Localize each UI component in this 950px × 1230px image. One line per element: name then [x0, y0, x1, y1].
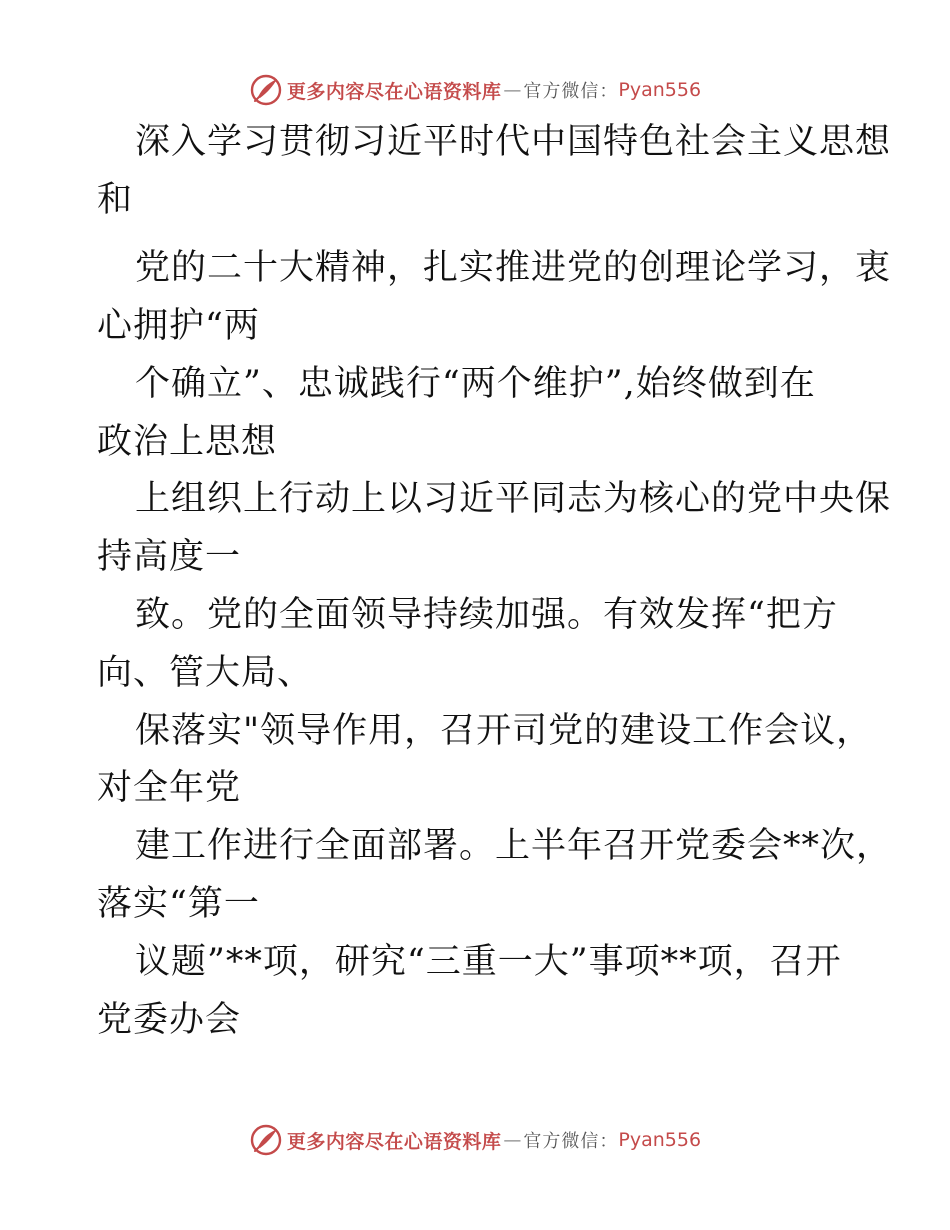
body-line: 深入学习贯彻习近平时代中国特色社会主义思想: [135, 122, 892, 162]
banner-separator: —: [503, 1129, 522, 1151]
site-name: 更多内容尽在心语资料库: [286, 80, 502, 103]
footer-banner: [0, 1120, 950, 1160]
body-line: 党的二十大精神，扎实推进党的创理论学习，衷: [135, 248, 892, 288]
body-line: 落实“第一: [97, 884, 260, 924]
body-line: 向、管大局、: [97, 653, 314, 693]
feather-pen-icon: [249, 1123, 283, 1157]
body-line: 保落实"领导作用，召开司党的建设工作会议，: [135, 711, 873, 751]
body-line: 上组织上行动上以习近平同志为核心的党中央保: [135, 479, 892, 519]
body-line: 持高度一: [97, 537, 242, 577]
body-line: 个确立”、忠诚践行“两个维护”,始终做到在: [135, 364, 816, 404]
body-line: 致。党的全面领导持续加强。有效发挥“把方: [135, 595, 838, 635]
banner-separator: —: [503, 79, 522, 101]
body-line: 议题”**项，研究“三重一大”事项**项，召开: [135, 942, 842, 982]
wechat-label: 官方微信：: [523, 1131, 619, 1152]
feather-pen-icon: [249, 73, 283, 107]
body-line: 对全年党: [97, 768, 242, 808]
body-line: 和: [97, 180, 134, 220]
wechat-label: 官方微信：: [523, 81, 619, 102]
body-line: 心拥护“两: [97, 306, 260, 346]
body-line: 建工作进行全面部署。上半年召开党委会**次，: [135, 826, 893, 866]
header-banner: [0, 70, 950, 110]
site-name: 更多内容尽在心语资料库: [286, 1130, 502, 1153]
wechat-id: Pyan556: [618, 79, 702, 101]
wechat-id: Pyan556: [618, 1129, 702, 1151]
body-line: 党委办会: [97, 1000, 242, 1040]
body-line: 政治上思想: [97, 422, 278, 462]
